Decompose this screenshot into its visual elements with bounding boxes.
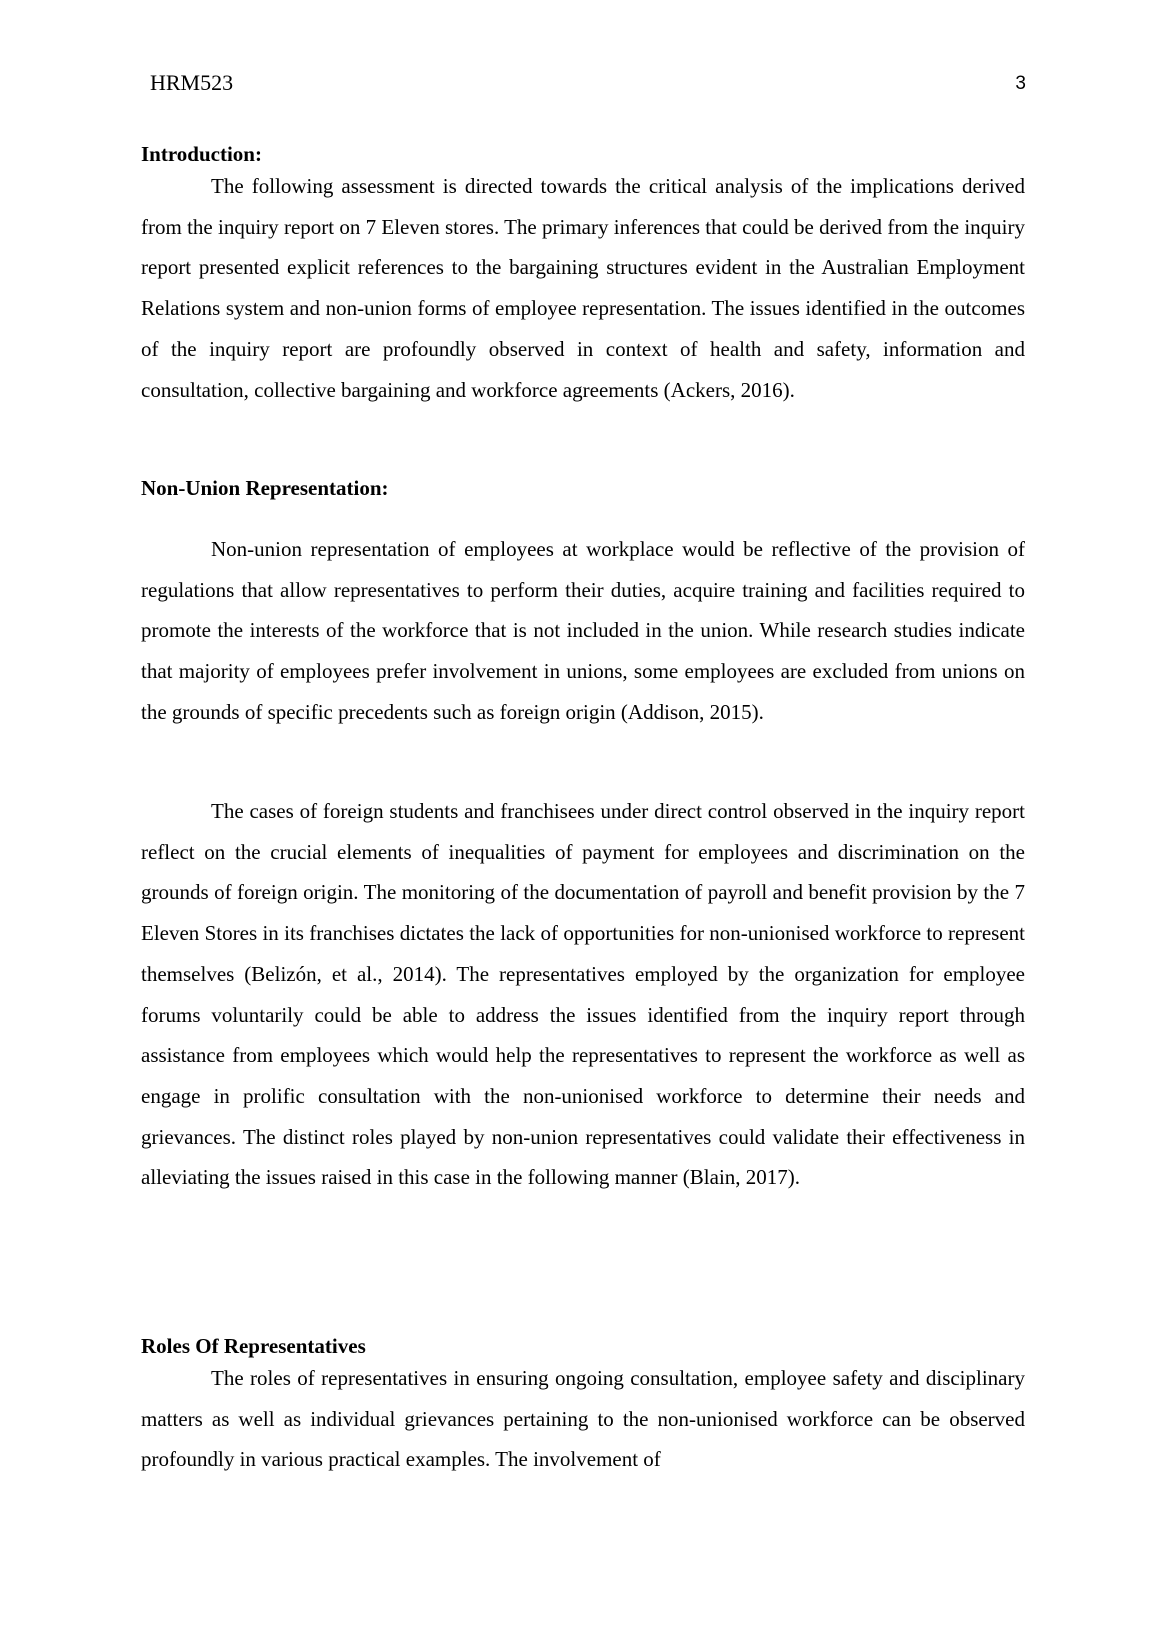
page-number: 3 (1015, 73, 1026, 94)
running-head: HRM523 (150, 70, 234, 95)
non-union-section-part-1 (141, 529, 1025, 733)
non-union-section-part-2 (141, 791, 1025, 1198)
roles-paragraph: The roles of representatives in ensuring ongoing consultation, employee safety and disciplinary matters as well as individual grievances pertaining to the non-unionised workforce can be observed profoundly in various practical examples. The involvement of (141, 1366, 1025, 1472)
roles-section (141, 1358, 1025, 1480)
non-union-representation-heading: Non-Union Representation: (141, 476, 389, 500)
introduction-heading: Introduction: (141, 142, 262, 166)
roles-of-representatives-heading: Roles Of Representatives (141, 1334, 366, 1358)
introduction-section (141, 166, 1025, 410)
non-union-paragraph-1: Non-union representation of employees at workplace would be reflective of the provision of regulations that allow representatives to perform their duties, acquire training and facilities required to promote the interests of the workforce that is not included in the union. While research studies indicate that majority of employees prefer involvement in unions, some employees are excluded from unions on the grounds of specific precedents such as foreign origin (Addison, 2015). (141, 537, 1025, 724)
non-union-paragraph-2: The cases of foreign students and franchisees under direct control observed in the inquiry report reflect on the crucial elements of inequalities of payment for employees and discrimination on the grounds of foreign origin. The monitoring of the documentation of payroll and benefit provision by the 7 Eleven Stores in its franchises dictates the lack of opportunities for non-unionised workforce to represent themselves (Belizón, et al., 2014). The representatives employed by the organization for employee forums voluntarily could be able to address the issues identified from the inquiry report through assistance from employees which would help the representatives to represent the workforce as well as engage in prolific consultation with the non-unionised workforce to determine their needs and grievances. The distinct roles played by non-union representatives could validate their effectiveness in alleviating the issues raised in this case in the following manner (Blain, 2017). (141, 799, 1025, 1190)
introduction-paragraph: The following assessment is directed towards the critical analysis of the implications derived from the inquiry report on 7 Eleven stores. The primary inferences that could be derived from the inquiry report presented explicit references to the bargaining structures evident in the Australian Employment Relations system and non-union forms of employee representation. The issues identified in the outcomes of the inquiry report are profoundly observed in context of health and safety, information and consultation, collective bargaining and workforce agreements (Ackers, 2016). (141, 174, 1025, 402)
